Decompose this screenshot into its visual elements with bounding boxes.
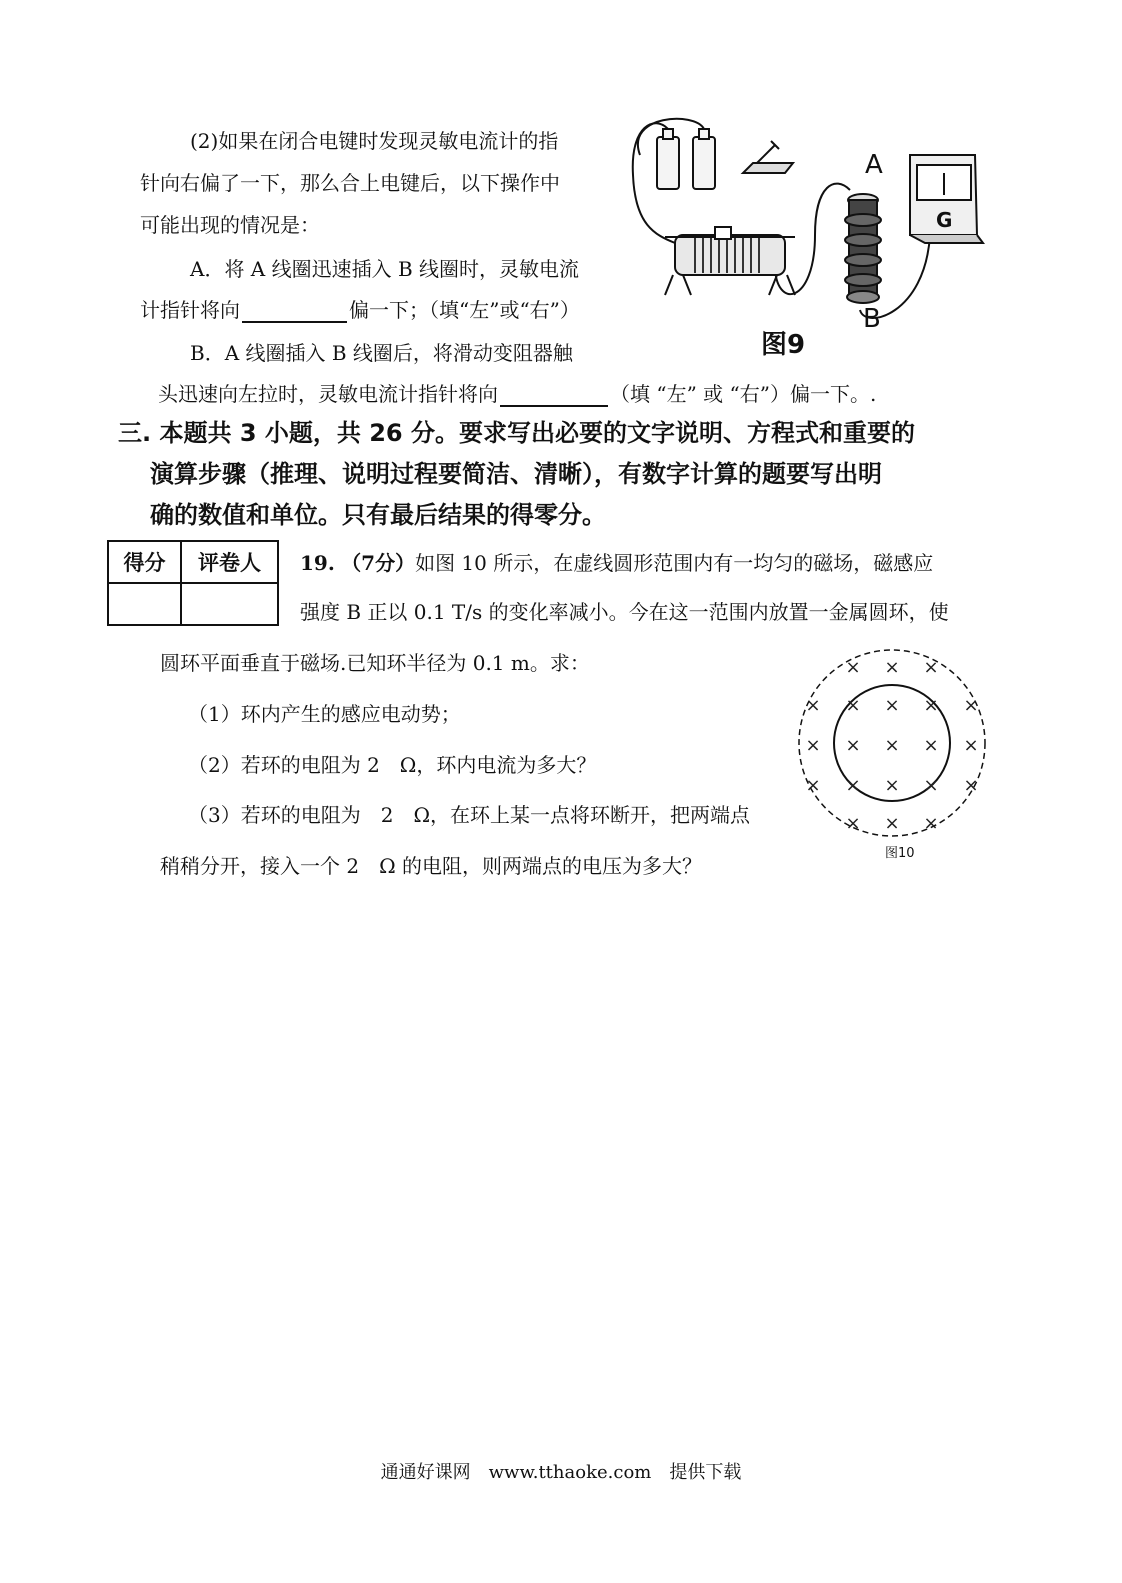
q18-part2-line2: 针向右偏了一下，那么合上电键后，以下操作中: [140, 171, 560, 195]
rheostat-icon: [665, 227, 795, 295]
q19-sub2: （2）若环的电阻为 2 Ω，环内电流为多大？: [188, 753, 597, 777]
field-mark-cross: ×: [884, 695, 900, 716]
score-column-header: 得分: [108, 541, 181, 583]
q18-part2-line3: 可能出现的情况是：: [140, 213, 320, 237]
q19-line1-text: 如图 10 所示，在虚线圆形范围内有一均匀的磁场，磁感应: [415, 551, 934, 575]
field-mark-cross: ×: [845, 775, 861, 796]
field-mark-cross: ×: [963, 695, 979, 716]
field-mark-cross: ×: [805, 735, 821, 756]
coil-b-label: B: [863, 304, 881, 334]
field-mark-cross: ×: [923, 775, 939, 796]
field-mark-cross: ×: [884, 735, 900, 756]
q19-sub3-line2: 稍稍分开，接入一个 2 Ω 的电阻，则两端点的电压为多大？: [160, 854, 703, 878]
q18-option-b-text-before: 头迅速向左拉时，灵敏电流计指针将向: [158, 382, 498, 406]
coil-a-label: A: [865, 150, 883, 180]
field-mark-cross: ×: [805, 695, 821, 716]
field-mark-cross: ×: [923, 813, 939, 834]
grader-column-header: 评卷人: [181, 541, 278, 583]
q18-option-a-text-after: 偏一下；（填“左”或“右”）: [349, 298, 580, 322]
q18-option-b-line2: [158, 381, 876, 407]
q19-line1: [300, 550, 933, 576]
q18-option-b-text-after: （填 “左” 或 “右”）偏一下。.: [610, 382, 877, 406]
figure-10-caption: 图10: [885, 846, 915, 861]
field-mark-cross: ×: [923, 657, 939, 678]
field-mark-cross: ×: [923, 695, 939, 716]
field-mark-cross: ×: [884, 775, 900, 796]
field-mark-cross: ×: [884, 813, 900, 834]
q18-option-b-blank: [500, 383, 608, 407]
field-mark-cross: ×: [963, 775, 979, 796]
section-3-heading-line3: 确的数值和单位。只有最后结果的得零分。: [150, 501, 606, 529]
switch-icon: [743, 141, 793, 173]
q18-part2-line1: (2)如果在闭合电键时发现灵敏电流计的指: [190, 129, 559, 153]
q19-sub3-line1: （3）若环的电阻为 2 Ω，在环上某一点将环断开，把两端点: [188, 803, 751, 827]
galvanometer-label: G: [936, 208, 953, 232]
field-mark-cross: ×: [805, 775, 821, 796]
q19-line3: 圆环平面垂直于磁场.已知环半径为 0.1 m。求：: [160, 651, 590, 675]
score-cell: [108, 583, 181, 625]
q19-number: 19.: [300, 551, 335, 575]
figure-9-caption: 图9: [761, 330, 806, 360]
q18-option-a-line2: [140, 297, 580, 323]
field-mark-cross: ×: [923, 735, 939, 756]
field-mark-cross: ×: [845, 695, 861, 716]
q18-option-b-line1: B．A 线圈插入 B 线圈后，将滑动变阻器触: [190, 341, 573, 365]
coil-b-icon: [845, 194, 881, 303]
q19-points: （7分）: [341, 551, 416, 575]
field-mark-cross: ×: [884, 657, 900, 678]
q18-option-a-text-before: 计指针将向: [140, 298, 240, 322]
grader-cell: [181, 583, 278, 625]
field-mark-cross: ×: [963, 735, 979, 756]
figure-10-magnetic-field: [795, 645, 995, 865]
q18-option-a-line1: A．将 A 线圈迅速插入 B 线圈时，灵敏电流: [190, 257, 580, 281]
field-mark-cross: ×: [845, 657, 861, 678]
field-mark-cross: ×: [845, 735, 861, 756]
battery-icon: [657, 129, 715, 189]
field-mark-cross: ×: [845, 813, 861, 834]
figure-9-apparatus: [625, 115, 995, 365]
section-3-heading-line2: 演算步骤（推理、说明过程要简洁、清晰），有数字计算的题要写出明: [150, 460, 882, 488]
score-table: [107, 540, 279, 626]
q18-option-a-blank: [242, 299, 347, 323]
q19-sub1: （1）环内产生的感应电动势；: [188, 702, 461, 726]
q19-line2: 强度 B 正以 0.1 T/s 的变化率减小。今在这一范围内放置一金属圆环，使: [300, 600, 949, 624]
section-3-heading-line1: 三. 本题共 3 小题，共 26 分。要求写出必要的文字说明、方程式和重要的: [118, 419, 915, 447]
page-footer: 通通好课网 www.tthaoke.com 提供下载: [380, 1462, 742, 1483]
